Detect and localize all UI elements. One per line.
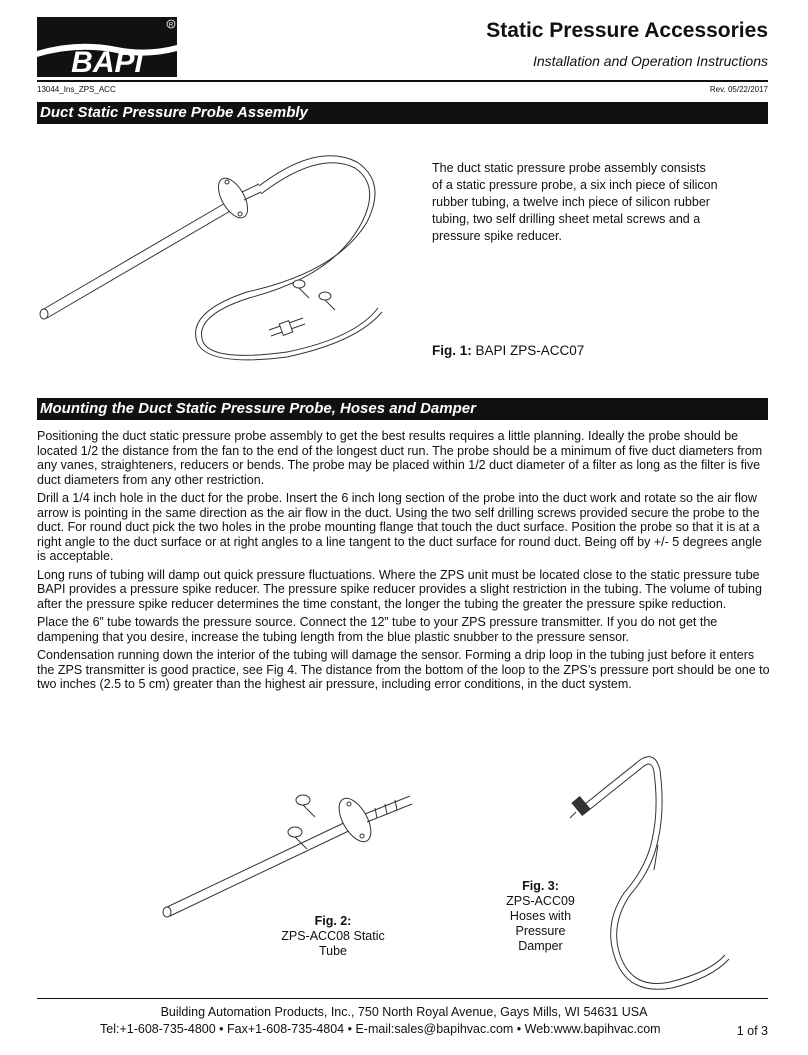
revision-date: Rev. 05/22/2017 <box>709 85 768 94</box>
figure-2-caption <box>258 914 408 959</box>
static-tube-illustration <box>160 790 430 920</box>
svg-text:R: R <box>168 22 174 29</box>
caption-line: Damper <box>518 939 563 953</box>
document-id: 13044_Ins_ZPS_ACC <box>37 85 116 94</box>
paragraph: Positioning the duct static pressure probe assembly to get the best results requires a little planning. Ideally the probe should be located 1/2 the distance from the fan to the end of the longest duct run. The probe should be a minimum of five duct diameters from any vanes, straighteners, reducers or bends. The probe may be placed within 1/2 duct diameter of a filter as long as the filter is five duct diameters from any other restriction. <box>37 429 763 487</box>
probe-assembly-description <box>432 160 762 245</box>
hoses-with-damper-illustration <box>560 750 740 1000</box>
probe-assembly-illustration <box>37 142 417 367</box>
company-address: Building Automation Products, Inc., 750 North Royal Avenue, Gays Mills, WI 54631 USA <box>160 1005 648 1019</box>
figure-3-label: Fig. 3: <box>522 879 559 893</box>
intro-line: rubber tubing, a twelve inch piece of silicon rubber <box>432 195 710 209</box>
intro-line: pressure spike reducer. <box>432 229 562 243</box>
figure-2-label: Fig. 2: <box>314 914 352 928</box>
document-subtitle: Installation and Operation Instructions <box>532 53 768 69</box>
intro-line: The duct static pressure probe assembly consists <box>432 161 706 175</box>
figure-1-text: BAPI ZPS-ACC07 <box>475 343 585 358</box>
figure-3-caption <box>488 879 593 954</box>
paragraph: Long runs of tubing will damp out quick pressure fluctuations. Where the ZPS unit must be located close to the static pressure tube BAPI provides a pressure spike reducer. The pressure spike reducer provides a slight restriction in the tubing. The volume of tubing after the pressure spike reducer determines the time constant, the longer the tubing the greater the pressure spike reduction. <box>37 567 762 611</box>
section-heading-mounting: Mounting the Duct Static Pressure Probe, Hoses and Damper <box>37 398 768 420</box>
bapi-logo <box>37 17 177 77</box>
logo-wordmark: BAPI <box>71 46 143 77</box>
caption-line: Hoses with <box>509 909 572 923</box>
caption-line: ZPS-ACC09 <box>506 894 575 908</box>
page-number: 1 of 3 <box>736 1024 768 1038</box>
paragraph: Drill a 1/4 inch hole in the duct for the probe. Insert the 6 inch long section of the probe into the duct work and rotate so the air flow arrow is pointing in the same direction as the air flow in the duct. Using the two self drilling screws provided secure the probe to the duct. For round duct pick the two holes in the probe mounting flange that touch the duct surface. Position the probe so that it is at a right angle to the duct surface or at right angles to a line tangent to the duct surface for round duct. Being off by +/- 5 degrees angle is acceptable. <box>37 491 762 563</box>
caption-line: Tube <box>318 944 348 958</box>
section-heading-probe-assembly: Duct Static Pressure Probe Assembly <box>37 102 768 124</box>
contact-info: Tel:+1-608-735-4800 • Fax+1-608-735-4804 • E-mail:sales@bapihvac.com • Web:www.bapihvac.com <box>100 1022 661 1036</box>
paragraph: Place the 6” tube towards the pressure source. Connect the 12” tube to your ZPS pressure transmitter. If you do not get the dampening that you desire, increase the tubing length from the blue plastic snubber to the pressure sensor. <box>37 615 718 644</box>
document-title: Static Pressure Accessories <box>486 19 768 42</box>
figure-1-caption <box>432 343 584 358</box>
header-rule <box>37 80 768 82</box>
mounting-instructions <box>37 429 770 696</box>
intro-line: tubing, two self drilling sheet metal screws and a <box>432 212 701 226</box>
intro-line: of a static pressure probe, a six inch piece of silicon <box>432 178 718 192</box>
figure-1-label: Fig. 1: <box>432 343 472 358</box>
footer-rule <box>37 998 768 999</box>
paragraph: Condensation running down the interior of the tubing will damage the sensor. Forming a drip loop in the tubing just before it enters the ZPS transmitter is good practice, see Fig 4. The distance from the bottom of the loop to the ZPS’s pressure port should be one to two inches (2.5 to 5 cm) greater than the highest air pressure, including error conditions, in the duct system. <box>37 648 770 691</box>
caption-line: ZPS-ACC08 Static <box>281 929 385 943</box>
caption-line: Pressure <box>515 924 566 938</box>
